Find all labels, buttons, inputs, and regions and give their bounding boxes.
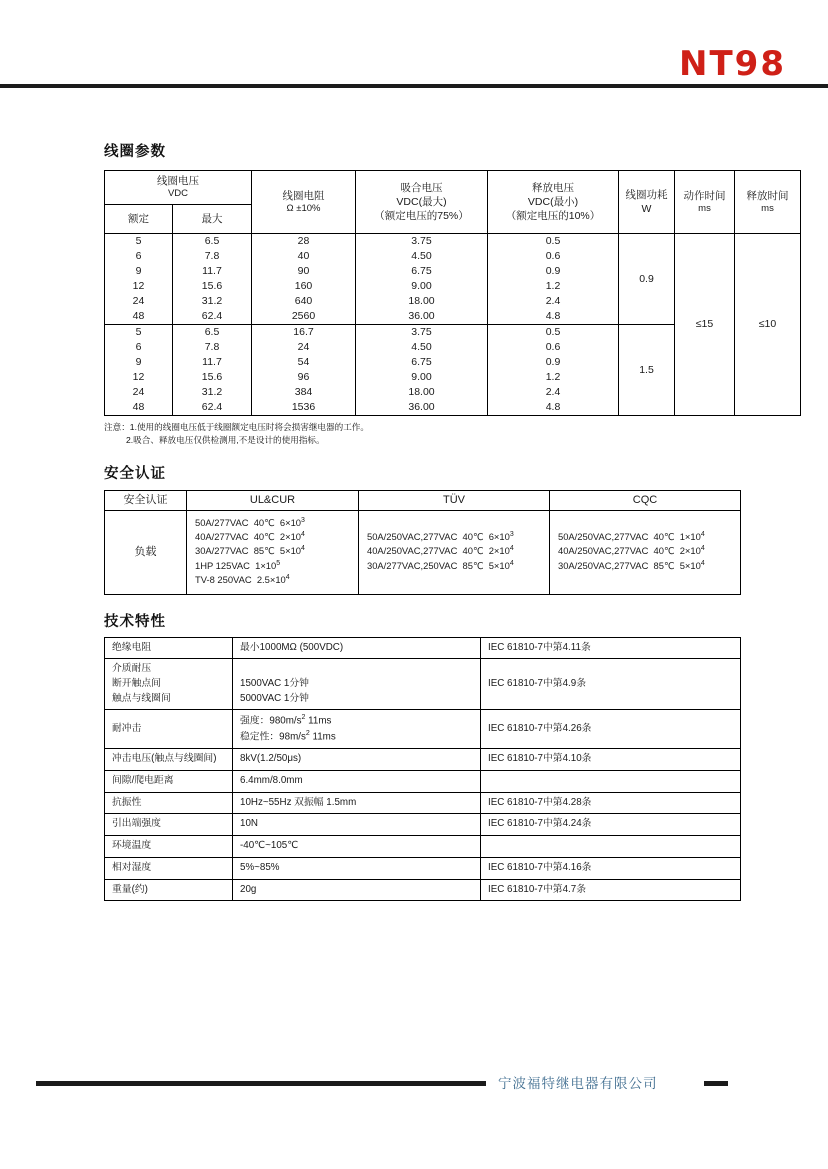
rating-line: 1HP 125VAC $1\times 10^5$ <box>195 559 281 571</box>
table-cell-value: 0.5 <box>545 234 561 247</box>
safety-certification-section <box>104 462 740 595</box>
tech-row-value <box>233 857 481 879</box>
table-cell-value: 16.7 <box>293 325 314 338</box>
table-cell-value: 6 <box>135 340 142 353</box>
technical-characteristics-heading: 技术特性 <box>104 613 166 630</box>
table-cell-value: 1536 <box>291 400 316 413</box>
tech-value-line: 6.4mm/8.0mm <box>240 775 303 787</box>
cqc-ratings <box>550 510 741 594</box>
operate-time-value: ≤15 <box>675 233 735 415</box>
tech-value-line: 10Hz~55Hz 双振幅 1.5mm <box>240 796 357 808</box>
table-cell-value: 9.00 <box>411 370 432 383</box>
coil-parameters-section <box>104 140 789 448</box>
tech-label-line: 间隙/爬电距离 <box>112 775 174 787</box>
tech-value-spacer <box>240 662 473 677</box>
group1-dropout-values <box>488 233 619 324</box>
tech-row-label <box>105 749 233 771</box>
table-cell-value: 384 <box>294 385 313 398</box>
footer-rule-left <box>36 1081 486 1086</box>
tech-label-line: 相对湿度 <box>112 861 152 873</box>
header-pickup-voltage: 吸合电压 VDC(最大) （额定电压的75%） <box>356 171 488 234</box>
tech-row-standard <box>481 836 741 858</box>
table-cell-value: 6.5 <box>204 234 220 247</box>
rating-line: 30A/277VAC,250VAC 85℃ $5\times 10^4$ <box>367 559 514 571</box>
table-cell-value: 6.75 <box>411 264 432 277</box>
table-cell-value: 9 <box>135 264 142 277</box>
table-cell-value: 3.75 <box>411 325 432 338</box>
table-cell-value: 1.2 <box>545 279 561 292</box>
footer-rule-right <box>704 1081 728 1086</box>
table-header-row <box>105 171 801 205</box>
tech-label-line: 环境温度 <box>112 840 152 852</box>
tech-value-line: 5%~85% <box>240 861 280 873</box>
tech-value-line: 稳定性：$98m/s^2$ 11ms <box>240 730 336 743</box>
tech-row-standard: IEC 61810-7中第4.16条 <box>481 857 741 879</box>
table-row <box>105 659 741 710</box>
table-row <box>105 710 741 749</box>
table-cell-value: 5 <box>135 234 142 247</box>
header-release-time: 释放时间 ms <box>735 171 801 234</box>
group2-pickup-values <box>356 324 488 415</box>
technical-characteristics-section <box>104 610 740 901</box>
tech-label-line: 断开触点间 <box>112 678 161 690</box>
rating-line: 30A/277VAC 85℃ $5\times 10^4$ <box>195 545 305 557</box>
table-cell-value: 15.6 <box>201 279 223 292</box>
tech-row-standard: IEC 61810-7中第4.28条 <box>481 792 741 814</box>
coil-parameters-heading: 线圈参数 <box>104 144 166 160</box>
tech-label-line: 绝缘电阻 <box>112 641 152 653</box>
load-row <box>105 510 741 594</box>
tech-row-value <box>233 749 481 771</box>
table-cell-value: 11.7 <box>202 264 222 277</box>
table-cell-value: 18.00 <box>408 385 435 398</box>
group1-resistance-values <box>252 233 356 324</box>
rating-line: 50A/250VAC,277VAC 40℃ $6\times 10^3$ <box>367 531 514 543</box>
safety-certification-heading: 安全认证 <box>104 465 166 482</box>
table-cell-value: 0.6 <box>545 249 561 262</box>
table-cell-value: 62.4 <box>201 400 223 413</box>
table-cell-value: 24 <box>132 385 145 398</box>
page-footer <box>0 1059 828 1169</box>
group1-pickup-values <box>356 233 488 324</box>
table-cell-value: 0.6 <box>545 340 561 353</box>
tech-row-value <box>233 879 481 901</box>
page-content <box>104 140 789 901</box>
table-cell-value: 40 <box>297 249 310 262</box>
tech-row-label <box>105 792 233 814</box>
table-cell-value: 4.8 <box>545 400 561 413</box>
page-header <box>0 0 828 92</box>
group2-max-values <box>173 324 252 415</box>
tech-row-standard <box>481 771 741 793</box>
tech-value-line: -40℃~105℃ <box>240 840 299 852</box>
header-divider <box>0 84 828 88</box>
rating-line: 50A/250VAC,277VAC 40℃ $1\times 10^4$ <box>558 531 705 543</box>
rating-line: 40A/250VAC,277VAC 40℃ $2\times 10^4$ <box>558 545 705 557</box>
table-cell-value: 9 <box>135 355 142 368</box>
table-cell-value: 2560 <box>291 309 316 322</box>
tech-row-value <box>233 792 481 814</box>
tech-row-label <box>105 637 233 659</box>
table-cell-value: 6.75 <box>411 355 432 368</box>
tech-row-label <box>105 879 233 901</box>
table-cell-value: 36.00 <box>408 400 435 413</box>
coil-note-line-2: 2.吸合、释放电压仅供检测用,不是设计的使用指标。 <box>126 435 325 446</box>
header-ul-cur: UL&CUR <box>187 490 359 510</box>
group2-dropout-values <box>488 324 619 415</box>
rating-line: 30A/250VAC,277VAC 85℃ $5\times 10^4$ <box>558 559 705 571</box>
table-cell-value: 24 <box>297 340 310 353</box>
tech-value-line: 1500VAC 1分钟 <box>240 678 309 690</box>
tech-row-label <box>105 814 233 836</box>
header-coil-resistance: 线圈电阻 Ω ±10% <box>252 171 356 234</box>
table-cell-value: 160 <box>294 279 313 292</box>
table-cell-value: 1.2 <box>545 370 561 383</box>
header-rated-voltage: 额定 <box>105 204 173 233</box>
table-header-row <box>105 490 741 510</box>
tech-row-value <box>233 637 481 659</box>
table-cell-value: 2.4 <box>545 294 561 307</box>
table-cell-value: 48 <box>132 309 145 322</box>
tech-value-line: 5000VAC 1分钟 <box>240 692 309 704</box>
table-cell-value: 62.4 <box>201 309 223 322</box>
tech-row-label <box>105 771 233 793</box>
table-cell-value: 31.2 <box>201 294 223 307</box>
tech-row-standard: IEC 61810-7中第4.24条 <box>481 814 741 836</box>
tech-label-line: 触点与线圈间 <box>112 692 171 704</box>
table-cell-value: 3.75 <box>411 234 432 247</box>
table-cell-value: 15.6 <box>201 370 223 383</box>
table-cell-value: 54 <box>297 355 310 368</box>
tech-row-value <box>233 771 481 793</box>
table-cell-value: 12 <box>132 370 145 383</box>
tech-value-line: 8kV(1.2/50μs) <box>240 753 302 765</box>
header-operate-time: 动作时间 ms <box>675 171 735 234</box>
table-row <box>105 792 741 814</box>
footer-company-name: 宁波福特继电器有限公司 <box>498 1076 658 1091</box>
table-row <box>105 749 741 771</box>
coil-group-1-row <box>105 233 801 324</box>
ul-cur-ratings <box>187 510 359 594</box>
rating-line: 40A/277VAC 40℃ $2\times 10^4$ <box>195 531 305 543</box>
tuv-ratings <box>359 510 550 594</box>
table-cell-value: 2.4 <box>545 385 561 398</box>
table-cell-value: 6 <box>135 249 142 262</box>
tech-row-standard: IEC 61810-7中第4.7条 <box>481 879 741 901</box>
table-row <box>105 637 741 659</box>
rating-line: TV-8 250VAC $2.5\times 10^4$ <box>195 574 290 586</box>
table-row <box>105 836 741 858</box>
table-cell-value: 4.50 <box>411 340 432 353</box>
tech-label-line: 重量(约) <box>112 883 148 895</box>
tech-row-standard: IEC 61810-7中第4.26条 <box>481 710 741 749</box>
table-cell-value: 7.8 <box>204 340 220 353</box>
table-row <box>105 771 741 793</box>
header-safety-cert: 安全认证 <box>105 490 187 510</box>
tech-label-line: 介质耐压 <box>112 663 152 675</box>
table-cell-value: 6.5 <box>204 325 220 338</box>
tech-row-standard: IEC 61810-7中第4.9条 <box>481 659 741 710</box>
tech-row-label <box>105 659 233 710</box>
tech-row-value <box>233 710 481 749</box>
page-title: NT98 <box>679 44 786 84</box>
tech-value-line: 20g <box>240 883 257 895</box>
tech-label-line: 冲击电压(触点与线圈间) <box>112 753 217 765</box>
table-cell-value: 12 <box>132 279 145 292</box>
group2-power-value: 1.5 <box>619 324 675 415</box>
tech-row-label <box>105 836 233 858</box>
table-cell-value: 7.8 <box>204 249 220 262</box>
group1-power-value: 0.9 <box>619 233 675 324</box>
tech-label-line: 引出端强度 <box>112 818 161 830</box>
table-cell-value: 11.7 <box>202 355 222 368</box>
tech-row-label <box>105 710 233 749</box>
safety-certification-table <box>104 490 741 595</box>
coil-note-line-1: 注意：1.使用的线圈电压低于线圈额定电压时将会损害继电器的工作。 <box>104 421 369 432</box>
table-cell-value: 0.9 <box>545 355 561 368</box>
tech-value-line: 最小1000MΩ (500VDC) <box>240 641 344 653</box>
rating-line: 50A/277VAC 40℃ $6\times 10^3$ <box>195 516 305 528</box>
load-label: 负载 <box>105 510 187 594</box>
table-cell-value: 18.00 <box>408 294 435 307</box>
tech-row-value <box>233 836 481 858</box>
tech-value-line: 10N <box>240 818 258 830</box>
table-cell-value: 4.50 <box>411 249 432 262</box>
tech-value-line: 强度：$980m/s^2$ 11ms <box>240 714 332 727</box>
header-cqc: CQC <box>550 490 741 510</box>
table-cell-value: 0.5 <box>545 325 561 338</box>
table-cell-value: 96 <box>297 370 310 383</box>
header-tuv: TÜV <box>359 490 550 510</box>
technical-table-body <box>105 637 741 900</box>
header-coil-voltage: 线圈电压 VDC <box>105 171 252 205</box>
tech-label-line: 抗振性 <box>112 796 142 808</box>
tech-row-standard: IEC 61810-7中第4.10条 <box>481 749 741 771</box>
group1-rated-values <box>105 233 173 324</box>
table-cell-value: 4.8 <box>545 309 561 322</box>
rating-line: 40A/250VAC,277VAC 40℃ $2\times 10^4$ <box>367 545 514 557</box>
tech-row-value <box>233 814 481 836</box>
table-cell-value: 640 <box>294 294 313 307</box>
table-cell-value: 9.00 <box>411 279 432 292</box>
release-time-value: ≤10 <box>735 233 801 415</box>
table-cell-value: 28 <box>297 234 310 247</box>
table-row <box>105 879 741 901</box>
table-cell-value: 24 <box>132 294 145 307</box>
coil-parameters-table <box>104 170 801 416</box>
tech-row-standard: IEC 61810-7中第4.11条 <box>481 637 741 659</box>
group2-resistance-values <box>252 324 356 415</box>
header-coil-power: 线圈功耗 W <box>619 171 675 234</box>
table-cell-value: 0.9 <box>545 264 561 277</box>
header-max-voltage: 最大 <box>173 204 252 233</box>
table-cell-value: 48 <box>132 400 145 413</box>
group1-max-values <box>173 233 252 324</box>
table-cell-value: 31.2 <box>201 385 223 398</box>
group2-rated-values <box>105 324 173 415</box>
tech-row-value <box>233 659 481 710</box>
table-cell-value: 5 <box>135 325 142 338</box>
tech-row-label <box>105 857 233 879</box>
tech-label-line: 耐冲击 <box>112 723 142 735</box>
table-cell-value: 36.00 <box>408 309 435 322</box>
header-dropout-voltage: 释放电压 VDC(最小) （额定电压的10%） <box>488 171 619 234</box>
table-row <box>105 857 741 879</box>
table-cell-value: 90 <box>297 264 310 277</box>
technical-characteristics-table <box>104 637 741 901</box>
coil-note <box>104 421 740 448</box>
table-row <box>105 814 741 836</box>
